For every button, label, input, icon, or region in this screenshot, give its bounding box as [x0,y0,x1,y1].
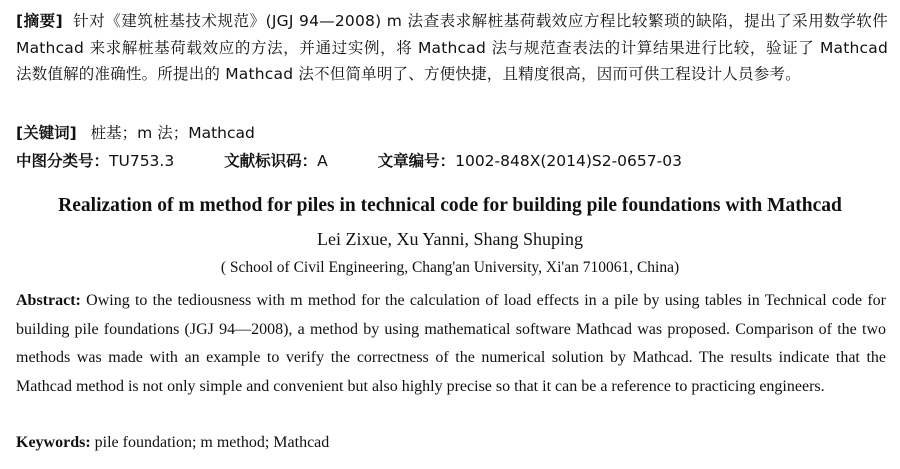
doc-code-value: A [317,152,328,170]
english-abstract [16,287,886,401]
chinese-keywords-label: [关键词] [16,124,77,142]
english-abstract-text: Owing to the tediousness with m method for the calculation of load effects in a pile by using tables in Technical code for building pile foundations (JGJ 94—2008), a method by using mathematical software Mathcad was proposed. Comparison of the two methods was made with an example to verify the correctness of the numerical solution by Mathcad. The results indicate that the Mathcad method is not only simple and convenient but also highly precise so that it can be a reference to practicing engineers. [16,292,887,395]
english-authors: Lei Zixue, Xu Yanni, Shang Shuping [316,229,583,249]
article-no-value: 1002-848X(2014)S2-0657-03 [455,152,682,170]
english-keywords-text: pile foundation; m method; Mathcad [94,434,330,451]
chinese-abstract-text: 针对《建筑桩基技术规范》(JGJ 94—2008) m 法查表求解桩基荷载效应方程比较繁琐的缺陷，提出了采用数学软件 Mathcad 来求解桩基荷载效应的方法，并通过实例，将 Mathcad 法与规范查表法的计算结果进行比较，验证了 Mathcad 法数值解的准确性。所提出的 Mathcad 法不但简单明了、方便快捷，且精度很高，因而可供工程设计人员参考。 [16,12,889,83]
english-title: Realization of m method for piles in technical code for building pile foundations with Mathcad [58,195,842,216]
doc-code-label: 文献标识码： [224,152,318,170]
chinese-abstract-label: [摘要] [16,12,63,30]
english-affiliation: ( School of Civil Engineering, Chang'an University, Xi'an 710061, China) [220,259,680,276]
chinese-keywords [16,121,888,145]
article-no-label: 文章编号： [377,152,456,170]
english-keywords [16,430,886,456]
english-abstract-label: Abstract: [16,292,81,309]
clc-value: TU753.3 [109,152,175,170]
clc-label: 中图分类号： [16,152,110,170]
english-keywords-label: Keywords: [16,434,91,451]
chinese-abstract [16,8,888,88]
chinese-keywords-text: 桩基；m 法；Mathcad [90,124,255,142]
chinese-metadata [16,149,888,173]
